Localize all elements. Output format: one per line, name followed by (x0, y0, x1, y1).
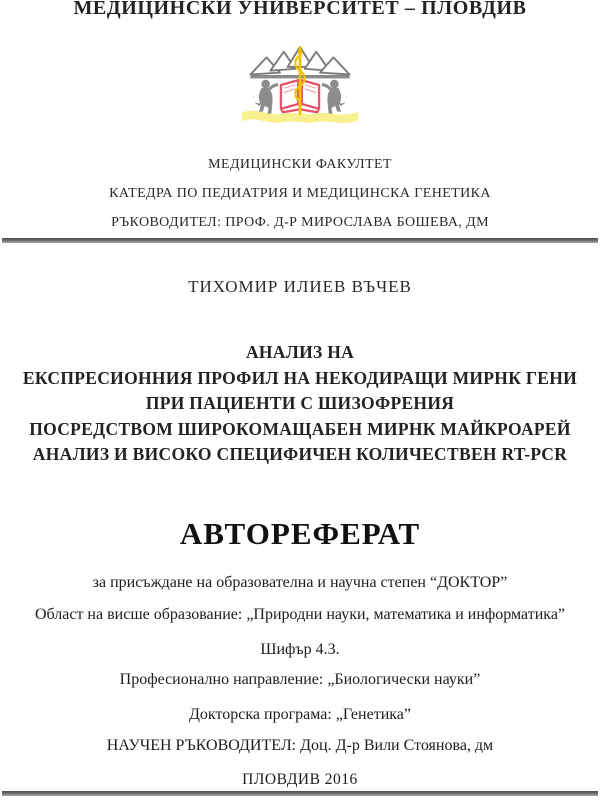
field-of-education-line: Област на висше образование: „Природни науки, математика и информатика” (34, 606, 566, 623)
department-head: РЪКОВОДИТЕЛ: ПРОФ. Д-Р МИРОСЛАВА БОШЕВА, ДМ (111, 215, 489, 230)
author-name: ТИХОМИР ИЛИЕВ ВЪЧЕВ (188, 277, 412, 296)
faculty-name: МЕДИЦИНСКИ ФАКУЛТЕТ (208, 157, 392, 172)
top-divider (2, 238, 598, 243)
thesis-title-line: АНАЛИЗ И ВИСОКО СПЕЦИФИЧЕН КОЛИЧЕСТВЕН RT-PCR (32, 444, 568, 464)
degree-line: за присъждане на образователна и научна степен “ДОКТОР” (92, 574, 508, 591)
university-name: МЕДИЦИНСКИ УНИВЕРСИТЕТ – ПЛОВДИВ (73, 0, 527, 19)
professional-field-line: Професионално направление: „Биологически науки” (119, 671, 481, 688)
thesis-title-line: ПОСРЕДСТВОМ ШИРОКОМАЩАБЕН МИРНК МАЙКРОАРЕЙ (29, 418, 571, 439)
university-emblem (238, 40, 362, 130)
city-year-line: ПЛОВДИВ 2016 (242, 771, 358, 788)
department-name: КАТЕДРА ПО ПЕДИАТРИЯ И МЕДИЦИНСКА ГЕНЕТИКА (109, 186, 491, 201)
university-emblem-icon (238, 40, 362, 130)
doctoral-program-line: Докторска програма: „Генетика” (189, 706, 411, 723)
supervisor-line: НАУЧЕН РЪКОВОДИТЕЛ: Доц. Д-р Вили Стоянова, дм (106, 737, 494, 754)
code-line: Шифър 4.3. (260, 641, 340, 658)
document-type-heading: АВТОРЕФЕРАТ (179, 516, 421, 551)
thesis-title-line: ПРИ ПАЦИЕНТИ С ШИЗОФРЕНИЯ (145, 393, 455, 413)
thesis-title-line: ЕКСПРЕСИОННИЯ ПРОФИЛ НА НЕКОДИРАЩИ МИРНК ГЕНИ (22, 367, 578, 388)
bottom-divider (2, 791, 598, 796)
thesis-title-line: АНАЛИЗ НА (245, 342, 355, 362)
department-block (0, 150, 600, 237)
thesis-title (0, 340, 600, 468)
